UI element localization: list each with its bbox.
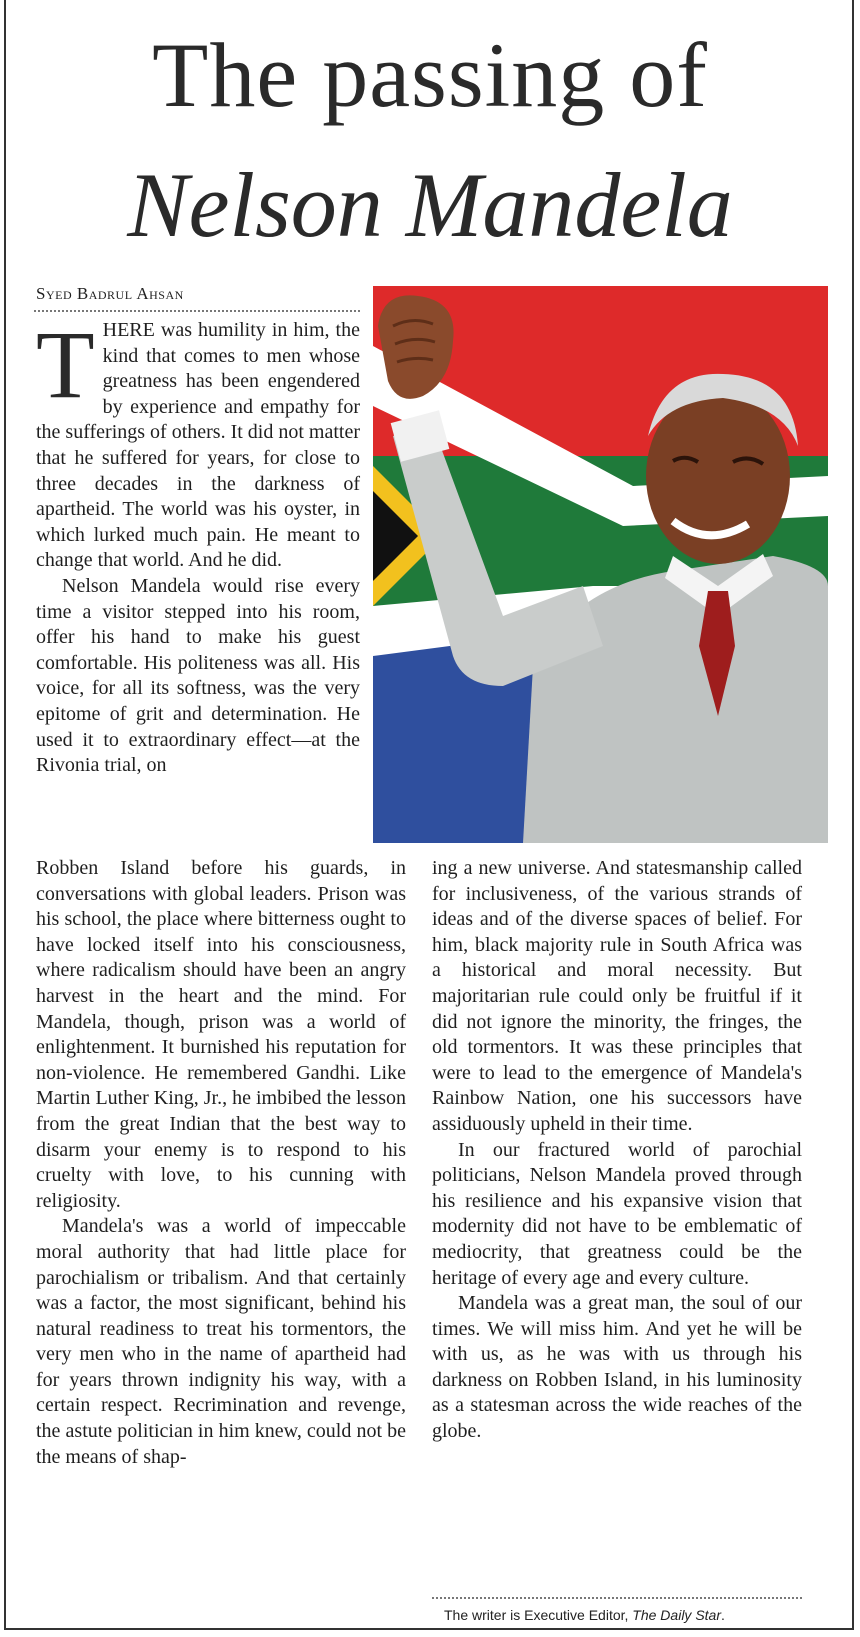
paragraph-2-continued: Robben Island before his guards, in conversations with global leaders. Prison was his school, the place where bitterness ought to have locked itself into his consciousness, where radicalism should have been an angry harvest in the heart and the mind. For Mandela, though, prison was a world of enlightenment. It burnished his reputation for non-violence. He remembered Gandhi. Like Martin Luther King, Jr., he imbibed the lesson from the great Indian that the best way to disarm your enemy is to respond to his cruelty with love, to his cunning with religiosity. [36,857,406,1212]
article-column-1-bottom [36,856,406,1470]
byline [36,284,184,304]
credit-divider [432,1597,802,1599]
paragraph-3: Mandela's was a world of impeccable moral authority that had little place for parochialism or tribalism. And that certainly was a factor, the most significant, behind his natural readiness to treat his tormentors, the very men who in the name of apartheid had for years thrown indignity his way, with a certain respect. Recrimination and revenge, the astute politician in him knew, could not be the means of shap- [36,1215,406,1468]
paragraph-2: Nelson Mandela would rise every time a visitor stepped into his room, offer his hand to make his guest comfortable. His politeness was all. His voice, for all its softness, was the very epitome of grit and determination. He used it to extraordinary effect—at the Rivonia trial, on [36,574,360,777]
drop-cap: T [36,311,95,418]
mandela-photo [373,286,828,843]
author-name: Syed Badrul Ahsan [36,284,184,303]
credit-period: . [721,1607,725,1623]
paragraph-1 [36,311,361,574]
article-column-1-top [36,311,361,779]
paragraph-5: Mandela was a great man, the soul of our times. We will miss him. And yet he will be with us, as he was with us through his darkness on Robben Island, in his luminosity as a statesman across the wide reaches of the globe. [432,1292,802,1443]
writer-credit [444,1607,725,1623]
paragraph-3-continued: ing a new universe. And statesmanship called for inclusiveness, of the various strands of ideas and of the diverse spaces of belief. For him, black majority rule in South Africa was a historical and moral necessity. But majoritarian rule could only be fruitful if it did not ignore the minority, the fringes, the old tormentors. It was these principles that were to lead to the emergence of Mandela's Rainbow Nation, one his successors have assiduously upheld in their time. [432,857,802,1135]
paragraph-1-text: HERE was humility in him, the kind that comes to men whose greatness has been engendered by experience and empathy for the sufferings of others. It did not matter that he suffered for years, for close to three decades in the darkness of apartheid. The world was his oyster, in which lurked much pain. He meant to change that world. And he did. [36,319,361,572]
publication-name: The Daily Star [632,1607,721,1623]
photo-illustration [373,286,828,843]
credit-text: The writer is Executive Editor, [444,1607,633,1623]
headline-line-2: Nelson Mandela [127,154,733,256]
headline-line-1: The passing of [152,24,708,126]
paragraph-4: In our fractured world of parochial politicians, Nelson Mandela proved through his resilience and his expansive vision that modernity did not have to be emblematic of mediocrity, that greatness could be the heritage of every age and every culture. [432,1138,802,1289]
article-column-2 [432,856,802,1445]
